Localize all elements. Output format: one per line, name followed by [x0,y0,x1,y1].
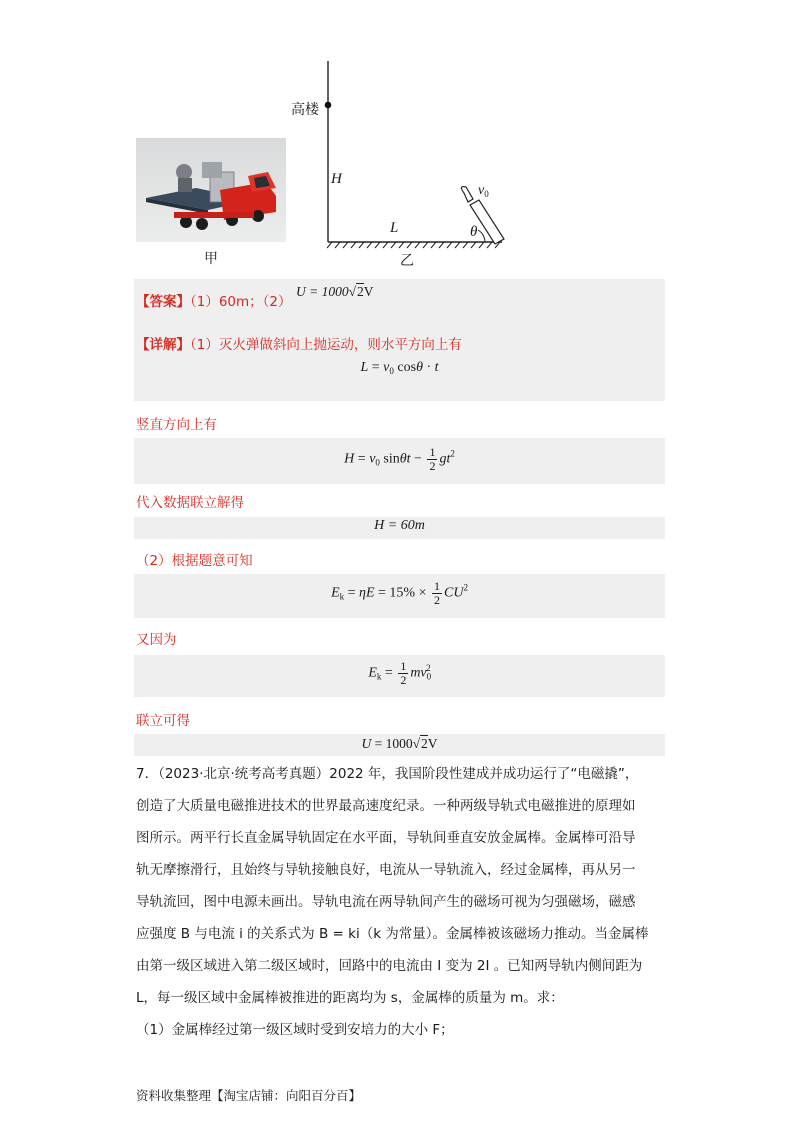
building-label: 高楼 [291,102,319,118]
question-line: L，每一级区域中金属棒被推进的距离均为 s，金属棒的质量为 m。求： [136,990,564,1006]
figure-label-right: 乙 [400,253,414,269]
building-top-dot [325,102,332,109]
answer-unit: V [363,284,374,299]
figure-label-left: 甲 [204,251,218,267]
page-footer: 资料收集整理【淘宝店铺：向阳百分百】 [136,1088,362,1103]
part2-text: （2）根据题意可知 [136,553,253,569]
question-line: 导轨流回，图中电源未画出。导轨电流在两导轨间产生的磁场可视为匀强磁场，磁感 [136,894,636,910]
velocity-symbol: v [478,183,485,198]
question-7 [136,758,676,1046]
answer-formula [296,284,374,300]
detail-text: （1）灭火弹做斜向上抛运动，则水平方向上有 [190,337,462,353]
answer-formula-prefix: U = 1000 [296,284,349,299]
question-line: 轨无摩擦滑行，且始终与导轨接触良好，电流从一导轨流入，经过金属棒，再从另一 [136,862,636,878]
height-label: H [331,171,342,187]
angle-label: θ [470,224,478,240]
question-line: 7．（2023·北京·统考高考真题）2022 年，我国阶段性建成并成功运行了“电磁撬”， [136,766,639,782]
answer-line [136,290,292,310]
fire-truck-photo [136,138,286,242]
formula-kinetic: $E_k$ = $\frac{1}{2}$ $mv_0^2$ [368,659,432,687]
also-because-text: 又因为 [136,632,177,648]
velocity-subscript: 0 [484,189,489,199]
sqrt-sign: √ [348,284,357,299]
fire-truck-image [136,138,286,242]
question-line: 创造了大质量电磁推进技术的世界最高速度纪录。一种两级导轨式电磁推进的原理如 [136,798,636,814]
diagram-svg [280,55,520,275]
question-line: 应强度 B 与电流 i 的关系式为 B = ki（k 为常量）。金属棒被该磁场力推动。当金属棒 [136,926,649,942]
final-formula: U = 1000√2V [361,736,438,751]
vertical-direction-text: 竖直方向上有 [136,417,217,433]
substitute-text: 代入数据联立解得 [136,495,244,511]
detail-line [136,333,462,353]
combine-text: 联立可得 [136,713,190,729]
question-line: 图所示。两平行长直金属导轨固定在水平面，导轨间垂直安放金属棒。金属棒可沿导 [136,830,636,846]
result-H: H = 60m [374,518,425,533]
projectile-diagram [280,55,520,275]
formula-vertical: $H = v_0$ sinθt − $\frac{1}{2}$ $gt^2$ [344,445,455,473]
detail-tag: 【详解】 [136,337,190,353]
formula-energy: $E_k = \eta E = 15\%$ × $\frac{1}{2}$ $CU^2$ [331,579,468,607]
answer-radicand: 2 [357,284,364,299]
question-line: （1）金属棒经过第一级区域时受到安培力的大小 F； [136,1022,454,1038]
velocity-label [478,183,489,199]
formula-horizontal: $L = v_0$ cosθ · t [360,360,439,376]
question-line: 由第一级区域进入第二级区域时，回路中的电流由 I 变为 2I 。已知两导轨内侧间距为 [136,958,643,974]
answer-text: （1）60m；（2） [190,294,292,310]
answer-tag: 【答案】 [136,294,190,310]
distance-label: L [390,220,399,236]
